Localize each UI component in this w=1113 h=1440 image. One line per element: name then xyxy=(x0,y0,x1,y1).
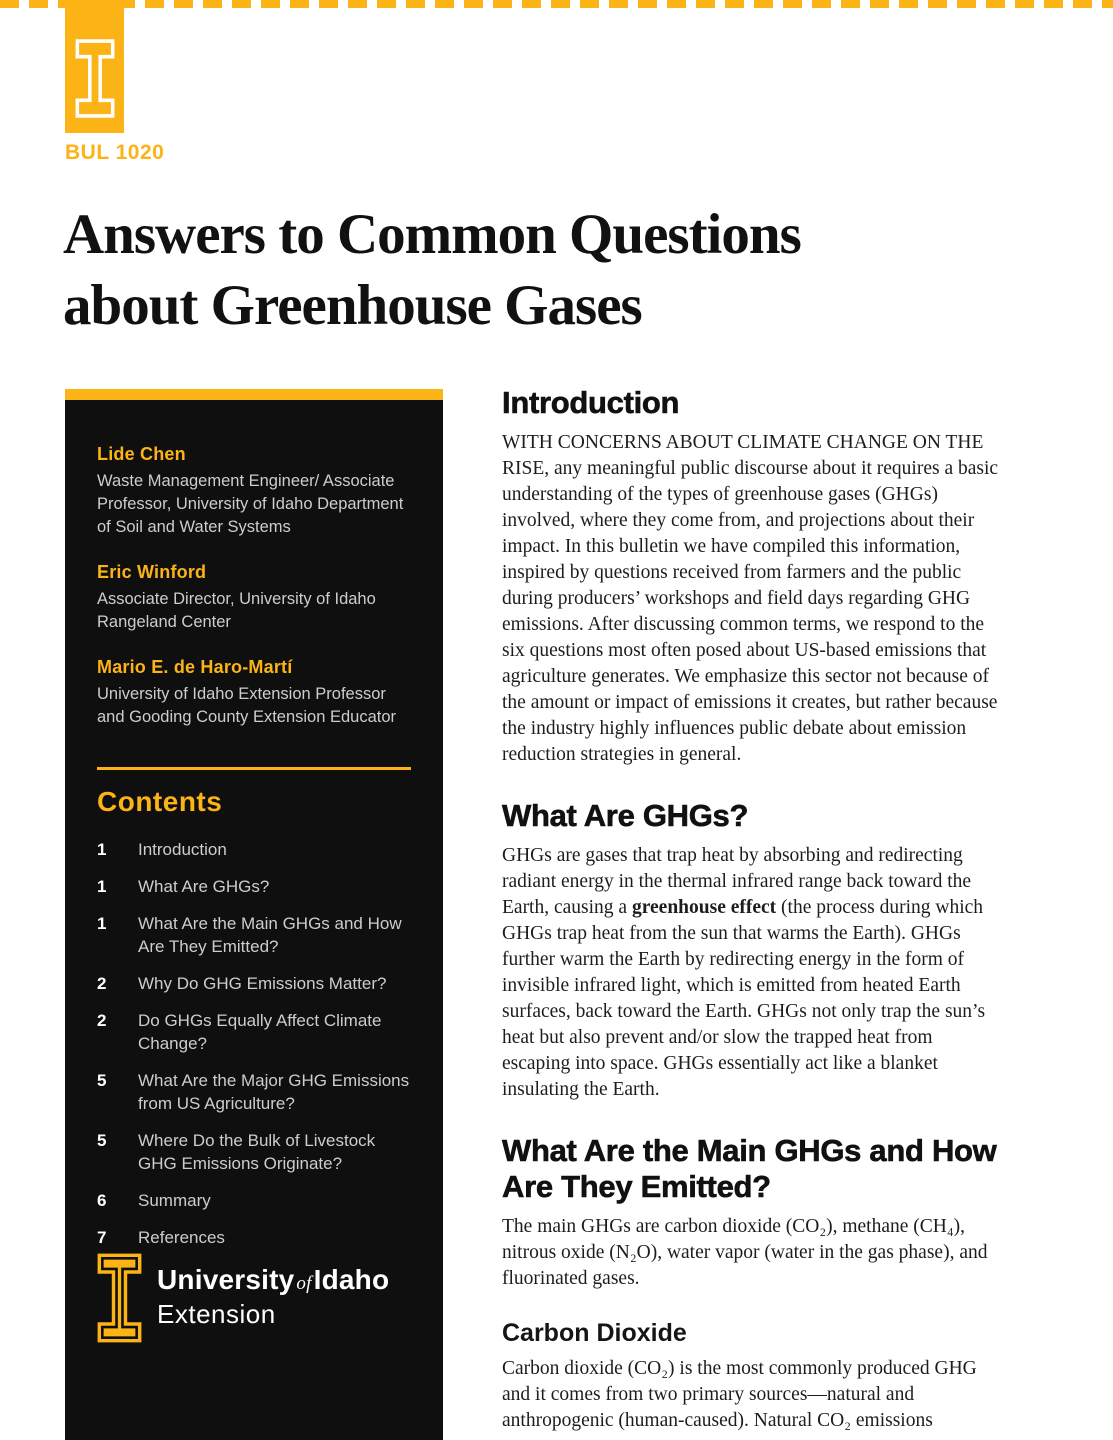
toc-page-number: 6 xyxy=(97,1191,107,1210)
author-block xyxy=(97,657,411,729)
toc-item-introduction xyxy=(97,838,411,861)
toc-item-main-ghgs xyxy=(97,912,411,958)
uidaho-extension-logo xyxy=(97,1253,389,1343)
contents-divider xyxy=(97,767,411,770)
toc-label: Where Do the Bulk of Livestock GHG Emissions Originate? xyxy=(138,1131,376,1173)
page-title xyxy=(63,200,1003,341)
toc-label: Summary xyxy=(138,1191,211,1210)
author-name: Mario E. de Haro-Martí xyxy=(97,657,293,677)
toc-label: Introduction xyxy=(138,840,227,859)
ghgs-text: GHGs are gases that trap heat by absorbing and redirecting radiant energy in the thermal infrared range back toward the Earth, causing a xyxy=(502,845,972,918)
ghgs-text: (the process during which GHGs trap heat from the sun that warms the Earth). GHGs further warm the Earth by redirecting energy in the form of invisible infrared light, which is emitted from heated Earth surfaces, back toward the Earth. GHGs not only trap the sun’s heat but also prevent and/or slow the trapped heat from escaping into space. GHGs essentially act like a blanket insulating the Earth. xyxy=(502,897,986,1100)
toc-item-what-are-ghgs xyxy=(97,875,411,898)
author-block xyxy=(97,444,411,539)
toc-item-major-emissions xyxy=(97,1069,411,1115)
ghgs-bold-term: greenhouse effect xyxy=(631,897,777,918)
heading-carbon-dioxide: Carbon Dioxide xyxy=(502,1319,687,1347)
toc-page-number: 2 xyxy=(97,974,107,993)
author-name: Lide Chen xyxy=(97,444,186,464)
wordmark-of: of xyxy=(296,1273,312,1294)
intro-lead-caps: WITH CONCERNS ABOUT CLIMATE CHANGE ON THE RISE, xyxy=(502,432,984,479)
toc-item-references xyxy=(97,1226,411,1249)
heading-main-ghgs: What Are the Main GHGs and How Are They Emitted? xyxy=(502,1133,997,1204)
toc-label: What Are GHGs? xyxy=(138,877,270,896)
bulletin-number: BUL 1020 xyxy=(65,141,165,164)
paragraph-what-are-ghgs xyxy=(502,843,999,1103)
toc-page-number: 1 xyxy=(97,914,107,933)
author-name: Eric Winford xyxy=(97,562,207,582)
paragraph-main-ghgs: The main GHGs are carbon dioxide (CO₂), methane (CH₄), nitrous oxide (N₂O), water vapor (water in the gas phase), and fluorinated gases. xyxy=(502,1216,988,1289)
uidaho-i-extension-logo-icon xyxy=(97,1253,142,1343)
toc-page-number: 2 xyxy=(97,1011,107,1030)
toc-page-number: 5 xyxy=(97,1131,107,1150)
heading-what-are-ghgs: What Are GHGs? xyxy=(502,798,749,833)
main-content xyxy=(502,385,999,1440)
intro-body: any meaningful public discourse about it requires a basic understanding of the types of greenhouse gases (GHGs) involved, where they come from, and projections about their impact. In this bulletin we have compiled this information, inspired by questions received from farmers and the public during producers’ workshops and field days regarding GHG emissions. After discussing common terms, we respond to the six questions most often posed about US-based emissions that agriculture generates. We emphasize this sector not because of the amount or impact of emissions it creates, but rather because the industry highly influences public debate about emission reduction strategies in general. xyxy=(502,458,999,765)
wordmark-extension: Extension xyxy=(157,1299,276,1329)
top-dashed-border xyxy=(0,0,1113,8)
toc-page-number: 1 xyxy=(97,877,107,896)
author-role: Waste Management Engineer/ Associate Professor, University of Idaho Department of Soil and Water Systems xyxy=(97,472,404,536)
sidebar xyxy=(65,389,443,1440)
toc-item-livestock-origin xyxy=(97,1129,411,1175)
heading-introduction: Introduction xyxy=(502,385,680,420)
toc-label: What Are the Major GHG Emissions from US Agriculture? xyxy=(138,1071,410,1113)
paragraph-carbon-dioxide: Carbon dioxide (CO₂) is the most commonly produced GHG and it comes from two primary sources—natural and anthropogenic (human-caused). Natural CO₂ emissions xyxy=(502,1358,977,1431)
author-role: University of Idaho Extension Professor and Gooding County Extension Educator xyxy=(97,685,397,726)
page-title-line2: about Greenhouse Gases xyxy=(63,273,642,337)
toc-item-why-matter xyxy=(97,972,411,995)
paragraph-introduction xyxy=(502,430,999,768)
author-role: Associate Director, University of Idaho Rangeland Center xyxy=(97,590,376,631)
toc-item-summary xyxy=(97,1189,411,1212)
toc-label: Why Do GHG Emissions Matter? xyxy=(138,974,387,993)
uidaho-i-logo-icon xyxy=(65,0,124,133)
toc-item-equally-affect xyxy=(97,1009,411,1055)
toc-page-number: 1 xyxy=(97,840,107,859)
wordmark-idaho: Idaho xyxy=(313,1264,390,1295)
uidaho-extension-wordmark xyxy=(157,1253,389,1329)
toc-page-number: 5 xyxy=(97,1071,107,1090)
contents-title: Contents xyxy=(97,786,223,817)
page-title-line1: Answers to Common Questions xyxy=(63,203,801,266)
wordmark-university: University xyxy=(157,1264,295,1295)
toc-label: Do GHGs Equally Affect Climate Change? xyxy=(138,1011,382,1053)
toc-label: References xyxy=(138,1228,225,1247)
toc-page-number: 7 xyxy=(97,1228,107,1247)
author-block xyxy=(97,562,411,634)
toc-label: What Are the Main GHGs and How Are They Emitted? xyxy=(138,914,402,956)
